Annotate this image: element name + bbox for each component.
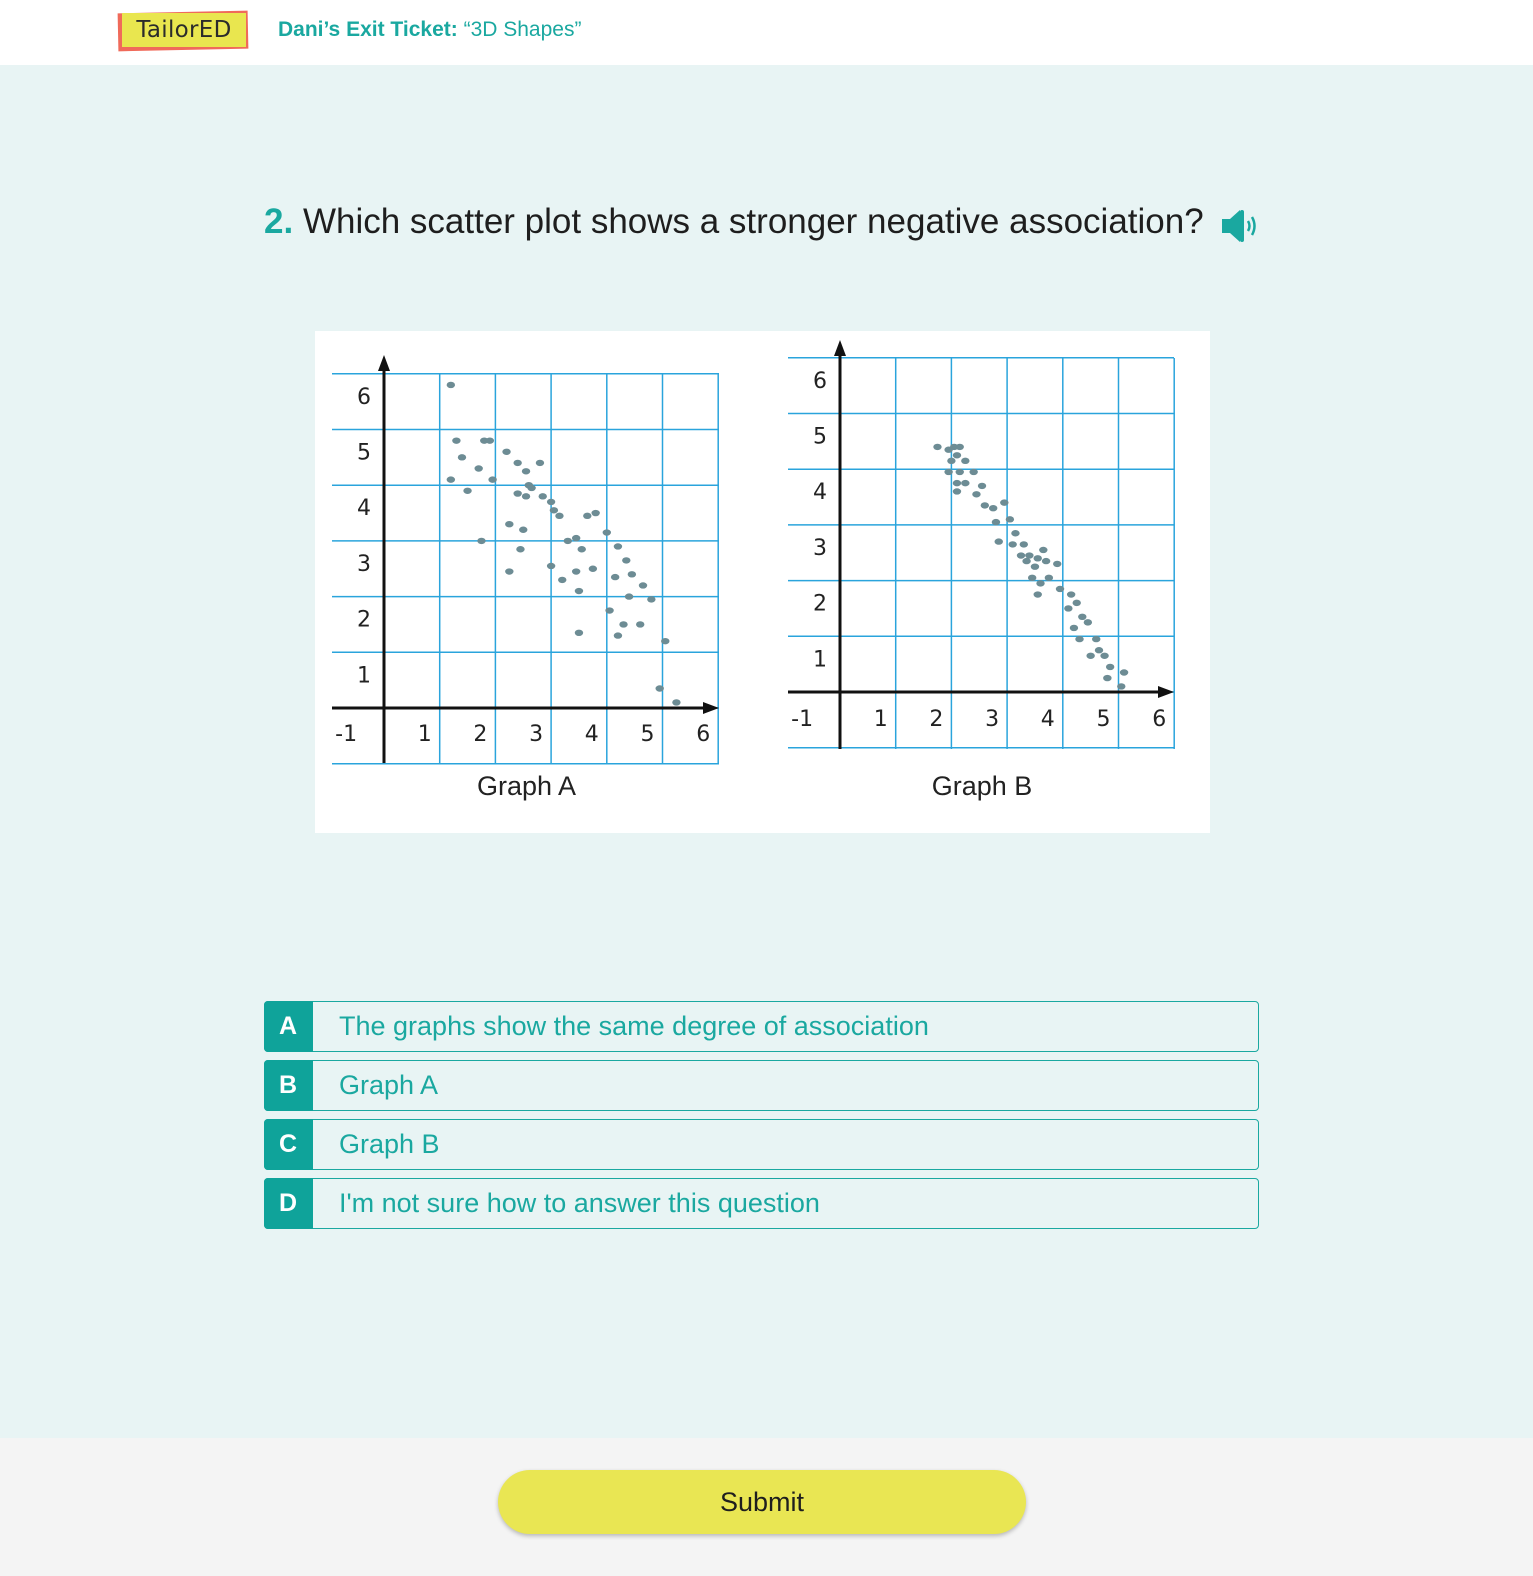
data-point: [995, 538, 1003, 544]
data-point: [1034, 591, 1042, 597]
data-point: [447, 476, 455, 482]
x-tick-label: -1: [335, 722, 358, 747]
data-point: [1073, 600, 1081, 606]
y-tick-label: 1: [813, 647, 827, 673]
y-tick-label: 4: [357, 496, 371, 522]
x-tick-label: 3: [985, 707, 1000, 732]
data-point: [536, 460, 544, 466]
data-point: [605, 607, 613, 613]
data-point: [458, 454, 466, 460]
answer-option-b[interactable]: [264, 1060, 1259, 1111]
x-tick-label: 2: [473, 722, 488, 747]
data-point: [953, 488, 961, 494]
x-tick-label: 5: [640, 722, 655, 747]
data-point: [572, 535, 580, 541]
y-tick-label: 3: [357, 551, 371, 577]
data-point: [1064, 605, 1072, 611]
submit-button[interactable]: Submit: [498, 1470, 1026, 1534]
data-point: [589, 566, 597, 572]
answer-option-a[interactable]: [264, 1001, 1259, 1052]
data-point: [1056, 586, 1064, 592]
data-point: [1020, 541, 1028, 547]
data-point: [953, 452, 961, 458]
data-point: [502, 449, 510, 455]
data-point: [956, 444, 964, 450]
data-point: [1100, 653, 1108, 659]
x-tick-label: 4: [1040, 707, 1055, 732]
data-point: [1053, 561, 1061, 567]
data-point: [1017, 552, 1025, 558]
data-point: [474, 465, 482, 471]
data-point: [1106, 664, 1114, 670]
y-tick-label: 6: [813, 368, 827, 394]
y-axis-arrow: [834, 340, 846, 356]
data-point: [572, 568, 580, 574]
answer-text: Graph A: [339, 1070, 439, 1100]
data-point: [628, 571, 636, 577]
data-point: [488, 476, 496, 482]
data-point: [1086, 653, 1094, 659]
graph-title: Graph B: [931, 771, 1033, 801]
x-tick-label: 3: [529, 722, 544, 747]
data-point: [583, 513, 591, 519]
data-point: [614, 632, 622, 638]
data-point: [558, 577, 566, 583]
y-tick-label: 1: [357, 663, 371, 689]
data-point: [564, 538, 572, 544]
scatter-plots-svg: [315, 331, 1210, 833]
data-point: [647, 596, 655, 602]
answer-text: Graph B: [339, 1129, 440, 1159]
data-point: [447, 382, 455, 388]
data-point: [1025, 552, 1033, 558]
data-point: [1067, 591, 1075, 597]
data-point: [639, 582, 647, 588]
x-tick-label: 1: [417, 722, 432, 747]
x-tick-label: 5: [1096, 707, 1111, 732]
question-number: 2.: [264, 202, 294, 241]
data-point: [555, 513, 563, 519]
data-point: [672, 699, 680, 705]
data-point: [547, 499, 555, 505]
top-bar: [0, 0, 1533, 65]
graph-a: [332, 355, 719, 801]
answer-letter: D: [264, 1178, 313, 1229]
data-point: [477, 538, 485, 544]
data-point: [452, 437, 460, 443]
data-point: [527, 485, 535, 491]
data-point: [1070, 625, 1078, 631]
y-tick-label: 5: [813, 424, 827, 450]
data-point: [636, 621, 644, 627]
answer-option-d[interactable]: [264, 1178, 1259, 1229]
data-point: [1045, 575, 1053, 581]
y-tick-label: 2: [357, 607, 371, 633]
data-point: [505, 568, 513, 574]
data-point: [1028, 575, 1036, 581]
answer-text: I'm not sure how to answer this question: [339, 1188, 820, 1218]
data-point: [947, 458, 955, 464]
data-point: [1075, 636, 1083, 642]
question-prompt: [264, 202, 1204, 242]
data-point: [1034, 555, 1042, 561]
data-point: [522, 493, 530, 499]
data-point: [656, 685, 664, 691]
graph-title: Graph A: [476, 771, 577, 801]
data-point: [989, 505, 997, 511]
data-point: [953, 480, 961, 486]
y-tick-label: 6: [357, 384, 371, 410]
answer-letter: C: [264, 1119, 313, 1170]
answer-letter: A: [264, 1001, 313, 1052]
data-point: [1000, 499, 1008, 505]
x-tick-label: 4: [584, 722, 599, 747]
data-point: [972, 491, 980, 497]
data-point: [513, 490, 521, 496]
x-tick-label: 6: [696, 722, 711, 747]
answer-options: [264, 1001, 1259, 1237]
answer-text: The graphs show the same degree of association: [339, 1011, 929, 1041]
data-point: [1036, 580, 1044, 586]
data-point: [522, 468, 530, 474]
data-point: [539, 493, 547, 499]
x-tick-label: 1: [873, 707, 888, 732]
data-point: [603, 529, 611, 535]
data-point: [956, 469, 964, 475]
data-point: [1031, 563, 1039, 569]
data-point: [550, 507, 558, 513]
answer-option-c[interactable]: [264, 1119, 1259, 1170]
x-tick-label: 2: [929, 707, 944, 732]
graph-b: [788, 340, 1174, 801]
y-tick-label: 2: [813, 591, 827, 617]
exit-ticket-label: Dani’s Exit Ticket:: [278, 18, 458, 41]
data-point: [614, 543, 622, 549]
data-point: [1095, 647, 1103, 653]
y-tick-label: 3: [813, 535, 827, 561]
exit-ticket-name: “3D Shapes”: [463, 18, 582, 41]
data-point: [619, 621, 627, 627]
data-point: [961, 480, 969, 486]
y-tick-label: 4: [813, 480, 827, 506]
data-point: [575, 630, 583, 636]
data-point: [625, 593, 633, 599]
data-point: [1117, 683, 1125, 689]
x-tick-label: -1: [791, 707, 814, 732]
data-point: [1006, 516, 1014, 522]
data-point: [961, 458, 969, 464]
data-point: [505, 521, 513, 527]
data-point: [1120, 669, 1128, 675]
data-point: [1092, 636, 1100, 642]
y-axis-arrow: [378, 355, 390, 371]
data-point: [969, 469, 977, 475]
data-point: [661, 638, 669, 644]
data-point: [1084, 619, 1092, 625]
data-point: [978, 483, 986, 489]
y-tick-label: 5: [357, 440, 371, 466]
tailored-logo[interactable]: [118, 10, 249, 52]
x-axis-arrow: [1158, 686, 1174, 698]
data-point: [519, 527, 527, 533]
scatter-plots-figure: [315, 331, 1210, 833]
data-point: [463, 488, 471, 494]
data-point: [944, 469, 952, 475]
data-point: [611, 574, 619, 580]
data-point: [1078, 614, 1086, 620]
data-point: [1039, 547, 1047, 553]
exit-ticket-title: [278, 18, 581, 42]
data-point: [622, 557, 630, 563]
data-point: [547, 563, 555, 569]
data-point: [1008, 541, 1016, 547]
footer-bar: [0, 1438, 1533, 1576]
data-point: [513, 460, 521, 466]
data-point: [578, 546, 586, 552]
data-point: [1022, 558, 1030, 564]
x-tick-label: 6: [1152, 707, 1167, 732]
data-point: [1042, 558, 1050, 564]
data-point: [575, 588, 583, 594]
logo-text: TailorED: [122, 13, 246, 47]
data-point: [933, 444, 941, 450]
data-point: [516, 546, 524, 552]
question-text: Which scatter plot shows a stronger negative association?: [302, 202, 1204, 241]
data-point: [486, 437, 494, 443]
data-point: [981, 502, 989, 508]
speaker-icon[interactable]: [1220, 206, 1262, 248]
answer-letter: B: [264, 1060, 313, 1111]
data-point: [1011, 530, 1019, 536]
x-axis-arrow: [703, 702, 719, 714]
data-point: [591, 510, 599, 516]
data-point: [1103, 675, 1111, 681]
data-point: [992, 519, 1000, 525]
